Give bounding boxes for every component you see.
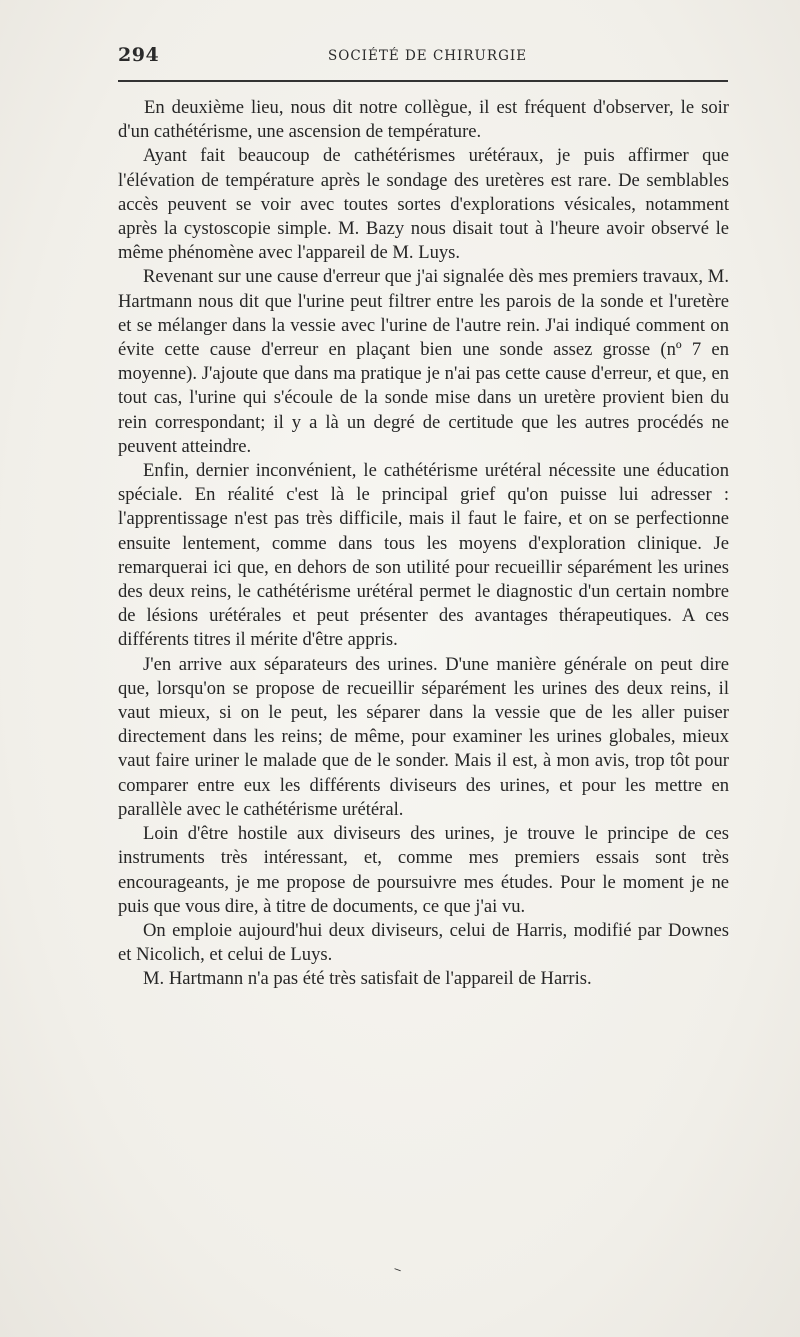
page-number: 294 — [118, 44, 160, 66]
paragraph: Ayant fait beaucoup de cathétérismes urétéraux, je puis affirmer que l'élévation de température après le sondage des uretères est rare. De semblables accès peuvent se voir avec toutes sortes d'explorations vésicales, notamment après la cystoscopie simple. M. Bazy nous disait tout à l'heure avoir observé le même phénomène avec l'appareil de M. Luys. — [118, 145, 729, 264]
paragraph: Enfin, dernier inconvénient, le cathétérisme urétéral nécessite une éducation spéciale. En réalité c'est là le principal grief qu'on puisse lui adresser : l'apprentissage n'est pas très difficile, mais il faut le faire, et on se perfectionne ensuite lentement, comme dans tous les moyens d'exploration clinique. Je remarquerai ici que, en dehors de son utilité pour recueillir séparément les urines des deux reins, le cathétérisme urétéral permet le diagnostic d'un certain nombre de lésions urétérales et peut présenter des avantages thérapeutiques. A ces différents titres il mérite d'être appris. — [118, 460, 729, 651]
header-rule — [118, 80, 728, 82]
paragraph: Revenant sur une cause d'erreur que j'ai signalée dès mes premiers travaux, M. Hartmann nous dit que l'urine peut filtrer entre les parois de la sonde et l'uretère et se mélanger dans la vessie avec l'urine de l'autre rein. J'ai indiqué comment on évite cette cause d'erreur en plaçant bien une sonde assez grosse (nº 7 en moyenne). J'ajoute que dans ma pratique je n'ai pas cette cause d'erreur, et que, en tout cas, l'urine qui s'écoule de la sonde mise dans un uretère provient bien du rein correspondant; il y a là un degré de certitude que les autres procédés ne peuvent atteindre. — [118, 266, 729, 457]
paragraph: M. Hartmann n'a pas été très satisfait de l'appareil de Harris. — [143, 968, 592, 990]
ink-mark: ‒ — [391, 1261, 404, 1277]
page-header — [118, 40, 728, 70]
paragraph: J'en arrive aux séparateurs des urines. D'une manière générale on peut dire que, lorsqu'on se propose de recueillir séparément les urines des deux reins, il vaut mieux, si on le peut, les séparer dans la vessie que de les aller puiser directement dans les reins; de même, pour examiner les urines globales, mieux vaut faire uriner le malade que de le sonder. Mais il est, à mon avis, trop tôt pour comparer entre eux les différents diviseurs des urines, et pour les mettre en parallèle avec le cathétérisme urétéral. — [118, 653, 729, 820]
body-text — [118, 96, 729, 992]
paragraph: En deuxième lieu, nous dit notre collègue, il est fréquent d'observer, le soir d'un cathétérisme, une ascension de température. — [118, 97, 729, 143]
running-title: SOCIÉTÉ DE CHIRURGIE — [328, 48, 528, 64]
paragraph: On emploie aujourd'hui deux diviseurs, celui de Harris, modifié par Downes et Nicolich, et celui de Luys. — [118, 919, 729, 966]
paragraph: Loin d'être hostile aux diviseurs des urines, je trouve le principe de ces instruments très intéressant, et, comme mes premiers essais sont très encourageants, je me propose de poursuivre mes études. Pour le moment je ne puis que vous dire, à titre de documents, ce que j'ai vu. — [118, 823, 729, 917]
